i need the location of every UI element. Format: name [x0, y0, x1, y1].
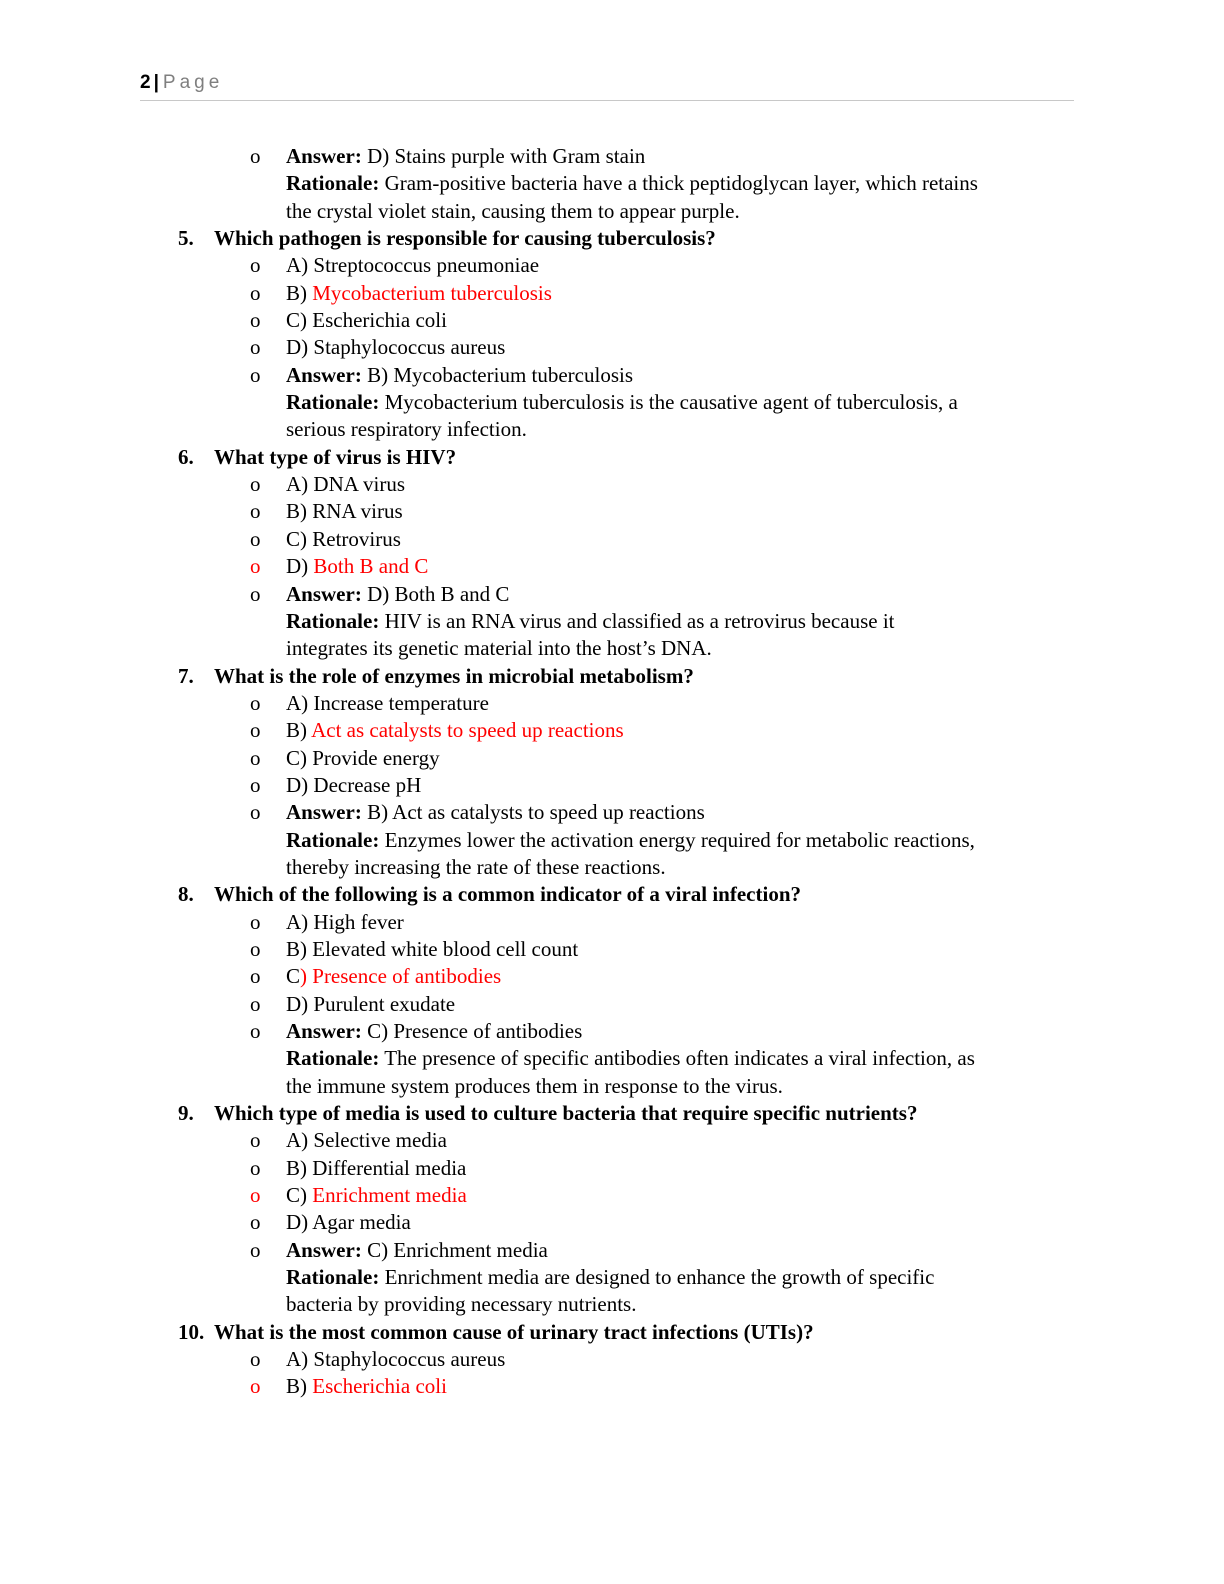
- option-value: Differential media: [312, 1155, 467, 1180]
- question-number: 7.: [178, 663, 194, 688]
- question-line: [0, 225, 1224, 252]
- question-line: [0, 444, 1224, 471]
- rationale-text: [286, 389, 958, 416]
- answer-value: B) Mycobacterium tuberculosis: [361, 362, 634, 387]
- option-prefix: B): [286, 1155, 313, 1180]
- option-line: [0, 690, 1224, 717]
- rationale-line: [0, 1291, 1224, 1318]
- bullet-marker: o: [250, 526, 261, 551]
- rationale-text: [286, 416, 527, 443]
- bullet-marker: o: [250, 772, 261, 797]
- bullet-marker: o: [250, 745, 261, 770]
- bullet-marker: o: [250, 909, 261, 934]
- option-prefix: A): [286, 1347, 314, 1372]
- question-text: What type of virus is HIV?: [214, 444, 457, 469]
- correct-option-text: Both B and C: [313, 554, 429, 579]
- option-prefix: C): [286, 1183, 313, 1208]
- rationale-value: Enrichment media are designed to enhance the growth of specific: [379, 1265, 935, 1290]
- rationale-value: bacteria by providing necessary nutrients.: [286, 1292, 637, 1317]
- rationale-value: The presence of specific antibodies often indicates a viral infection, as: [379, 1046, 975, 1071]
- option-line: [0, 772, 1224, 799]
- rationale-value: the immune system produces them in response to the virus.: [286, 1073, 783, 1098]
- option-value: Escherichia coli: [312, 308, 447, 333]
- question-text: Which of the following is a common indicator of a viral infection?: [214, 882, 802, 907]
- rationale-text: [286, 1264, 934, 1291]
- rationale-text: [286, 170, 978, 197]
- answer-label: Answer:: [286, 144, 362, 168]
- option-line: [0, 1373, 1224, 1400]
- answer-line: [0, 1018, 1224, 1045]
- answer-line: [0, 362, 1224, 389]
- option-text: [286, 307, 447, 334]
- option-line: [0, 553, 1224, 580]
- rationale-value: integrates its genetic material into the host’s DNA.: [286, 636, 712, 661]
- option-value: Staphylococcus aureus: [313, 335, 506, 360]
- option-text: [286, 745, 440, 772]
- correct-option-text: ) Presence of antibodies: [300, 964, 502, 989]
- option-text: [286, 1373, 447, 1400]
- page-number: 2: [140, 72, 151, 93]
- bullet-marker: o: [250, 253, 261, 278]
- rationale-value: the crystal violet stain, causing them to appear purple.: [286, 198, 740, 223]
- option-text: [286, 717, 624, 744]
- option-text: [286, 991, 455, 1018]
- option-prefix: A): [286, 690, 314, 715]
- rationale-value: Mycobacterium tuberculosis is the causative agent of tuberculosis, a: [379, 390, 958, 415]
- answer-line: [0, 1237, 1224, 1264]
- bullet-marker: o: [250, 144, 261, 168]
- bullet-marker: o: [250, 554, 261, 579]
- rationale-line: [0, 170, 1224, 197]
- bullet-marker: o: [250, 472, 261, 497]
- bullet-marker: o: [250, 936, 261, 961]
- question-number: 9.: [178, 1101, 194, 1126]
- question-text: What is the most common cause of urinary tract infections (UTIs)?: [214, 1319, 814, 1344]
- option-text: [286, 1127, 447, 1154]
- bullet-marker: o: [250, 690, 261, 715]
- rationale-text: [286, 635, 712, 662]
- answer-value: C) Presence of antibodies: [361, 1019, 583, 1043]
- answer-label: Answer:: [286, 1019, 362, 1043]
- question-text: Which type of media is used to culture bacteria that require specific nutrients?: [214, 1101, 918, 1126]
- answer-line: [0, 799, 1224, 826]
- bullet-marker: o: [250, 991, 261, 1016]
- bullet-marker: o: [250, 362, 261, 387]
- rationale-line: [0, 1045, 1224, 1072]
- rationale-label: Rationale:: [286, 827, 380, 852]
- option-value: DNA virus: [313, 472, 406, 497]
- answer-value: C) Enrichment media: [361, 1237, 548, 1262]
- option-prefix: B): [286, 1374, 313, 1399]
- option-prefix: A): [286, 253, 314, 278]
- bullet-marker: o: [250, 499, 261, 524]
- option-value: Selective media: [313, 1128, 447, 1153]
- option-text: [286, 690, 489, 717]
- bullet-marker: o: [250, 1155, 261, 1180]
- question-number: 5.: [178, 226, 194, 251]
- question-line: [0, 1319, 1224, 1346]
- answer-text: [286, 362, 633, 389]
- header-separator: |: [153, 72, 159, 93]
- rationale-label: Rationale:: [286, 390, 380, 415]
- rationale-line: [0, 608, 1224, 635]
- option-line: [0, 717, 1224, 744]
- bullet-marker: o: [250, 335, 261, 360]
- option-line: [0, 1209, 1224, 1236]
- option-line: [0, 936, 1224, 963]
- option-value: Streptococcus pneumoniae: [313, 253, 540, 278]
- option-value: RNA virus: [312, 499, 403, 524]
- answer-line: [0, 143, 1224, 170]
- option-text: [286, 498, 403, 525]
- rationale-line: [0, 389, 1224, 416]
- rationale-text: [286, 1291, 636, 1318]
- bullet-marker: o: [250, 581, 261, 606]
- option-text: [286, 1155, 466, 1182]
- rationale-label: Rationale:: [286, 1046, 380, 1071]
- option-line: [0, 526, 1224, 553]
- question-list: [0, 143, 1224, 1401]
- answer-label: Answer:: [286, 800, 362, 825]
- option-line: [0, 963, 1224, 990]
- bullet-marker: o: [250, 308, 261, 333]
- question-line: [0, 1100, 1224, 1127]
- rationale-value: HIV is an RNA virus and classified as a retrovirus because it: [379, 608, 895, 633]
- option-value: Increase temperature: [313, 690, 489, 715]
- option-prefix: A): [286, 1128, 314, 1153]
- rationale-line: [0, 635, 1224, 662]
- option-prefix: A): [286, 909, 314, 934]
- question-number: 10.: [178, 1319, 205, 1344]
- option-prefix: D): [286, 1210, 313, 1235]
- rationale-value: thereby increasing the rate of these reactions.: [286, 854, 666, 879]
- answer-value: B) Act as catalysts to speed up reactions: [361, 800, 705, 825]
- bullet-marker: o: [250, 718, 261, 743]
- option-prefix: B): [286, 936, 313, 961]
- option-text: [286, 772, 421, 799]
- option-value: Decrease pH: [313, 772, 422, 797]
- option-prefix: C: [286, 964, 301, 989]
- option-prefix: D): [286, 772, 314, 797]
- option-line: [0, 252, 1224, 279]
- rationale-line: [0, 827, 1224, 854]
- option-line: [0, 1127, 1224, 1154]
- option-text: [286, 909, 404, 936]
- option-text: [286, 1182, 467, 1209]
- option-line: [0, 1182, 1224, 1209]
- option-value: Purulent exudate: [313, 991, 456, 1016]
- rationale-line: [0, 1073, 1224, 1100]
- page-header: [140, 72, 1074, 101]
- rationale-text: [286, 1045, 975, 1072]
- bullet-marker: o: [250, 1374, 261, 1399]
- question-number: 8.: [178, 882, 194, 907]
- option-text: [286, 280, 552, 307]
- bullet-marker: o: [250, 1183, 261, 1208]
- option-prefix: D): [286, 554, 314, 579]
- question-line: [0, 881, 1224, 908]
- answer-text: [286, 799, 705, 826]
- question-number: 6.: [178, 444, 194, 469]
- option-text: [286, 252, 539, 279]
- option-prefix: C): [286, 308, 313, 333]
- rationale-line: [0, 416, 1224, 443]
- answer-value: D) Both B and C: [361, 581, 510, 606]
- option-line: [0, 745, 1224, 772]
- option-line: [0, 1346, 1224, 1373]
- option-text: [286, 936, 578, 963]
- answer-line: [0, 581, 1224, 608]
- option-line: [0, 1155, 1224, 1182]
- bullet-marker: o: [250, 800, 261, 825]
- rationale-text: [286, 827, 975, 854]
- rationale-label: Rationale:: [286, 608, 380, 633]
- bullet-marker: o: [250, 1347, 261, 1372]
- option-text: [286, 471, 405, 498]
- rationale-value: Gram-positive bacteria have a thick peptidoglycan layer, which retains: [379, 171, 978, 196]
- rationale-text: [286, 608, 894, 635]
- option-text: [286, 553, 428, 580]
- question-text: What is the role of enzymes in microbial metabolism?: [214, 663, 694, 688]
- option-prefix: B): [286, 499, 313, 524]
- option-value: Staphylococcus aureus: [313, 1347, 506, 1372]
- answer-label: Answer:: [286, 362, 362, 387]
- option-text: [286, 526, 401, 553]
- option-text: [286, 963, 501, 990]
- option-line: [0, 991, 1224, 1018]
- option-prefix: B): [286, 280, 313, 305]
- rationale-text: [286, 198, 740, 225]
- answer-label: Answer:: [286, 581, 362, 606]
- correct-option-text: Mycobacterium tuberculosis: [312, 280, 552, 305]
- correct-option-text: Escherichia coli: [312, 1374, 447, 1399]
- rationale-line: [0, 1264, 1224, 1291]
- answer-text: [286, 1018, 582, 1045]
- bullet-marker: o: [250, 1019, 261, 1043]
- option-line: [0, 498, 1224, 525]
- rationale-text: [286, 1073, 783, 1100]
- option-line: [0, 307, 1224, 334]
- option-prefix: D): [286, 991, 314, 1016]
- rationale-text: [286, 854, 666, 881]
- rationale-line: [0, 198, 1224, 225]
- option-line: [0, 471, 1224, 498]
- option-value: Elevated white blood cell count: [312, 936, 579, 961]
- option-text: [286, 1346, 505, 1373]
- option-value: Provide energy: [312, 745, 440, 770]
- question-line: [0, 663, 1224, 690]
- answer-text: [286, 1237, 548, 1264]
- rationale-label: Rationale:: [286, 171, 380, 196]
- bullet-marker: o: [250, 1210, 261, 1235]
- correct-option-text: Act as catalysts to speed up reactions: [311, 718, 624, 743]
- option-prefix: B): [286, 718, 312, 743]
- option-value: Retrovirus: [312, 526, 401, 551]
- correct-option-text: Enrichment media: [312, 1183, 467, 1208]
- question-text: Which pathogen is responsible for causing tuberculosis?: [214, 226, 716, 251]
- rationale-line: [0, 854, 1224, 881]
- option-value: Agar media: [312, 1210, 411, 1235]
- option-text: [286, 1209, 411, 1236]
- option-line: [0, 909, 1224, 936]
- bullet-marker: o: [250, 1128, 261, 1153]
- answer-label: Answer:: [286, 1237, 362, 1262]
- rationale-value: serious respiratory infection.: [286, 417, 527, 442]
- page-word: Page: [162, 72, 224, 93]
- answer-text: [286, 143, 645, 170]
- option-prefix: A): [286, 472, 314, 497]
- bullet-marker: o: [250, 1237, 261, 1262]
- bullet-marker: o: [250, 964, 261, 989]
- option-line: [0, 334, 1224, 361]
- option-line: [0, 280, 1224, 307]
- rationale-label: Rationale:: [286, 1265, 380, 1290]
- rationale-value: Enzymes lower the activation energy required for metabolic reactions,: [379, 827, 975, 852]
- option-prefix: D): [286, 335, 314, 360]
- bullet-marker: o: [250, 280, 261, 305]
- answer-text: [286, 581, 509, 608]
- option-prefix: C): [286, 526, 313, 551]
- option-text: [286, 334, 505, 361]
- option-value: High fever: [313, 909, 404, 934]
- answer-value: D) Stains purple with Gram stain: [361, 144, 646, 168]
- option-prefix: C): [286, 745, 313, 770]
